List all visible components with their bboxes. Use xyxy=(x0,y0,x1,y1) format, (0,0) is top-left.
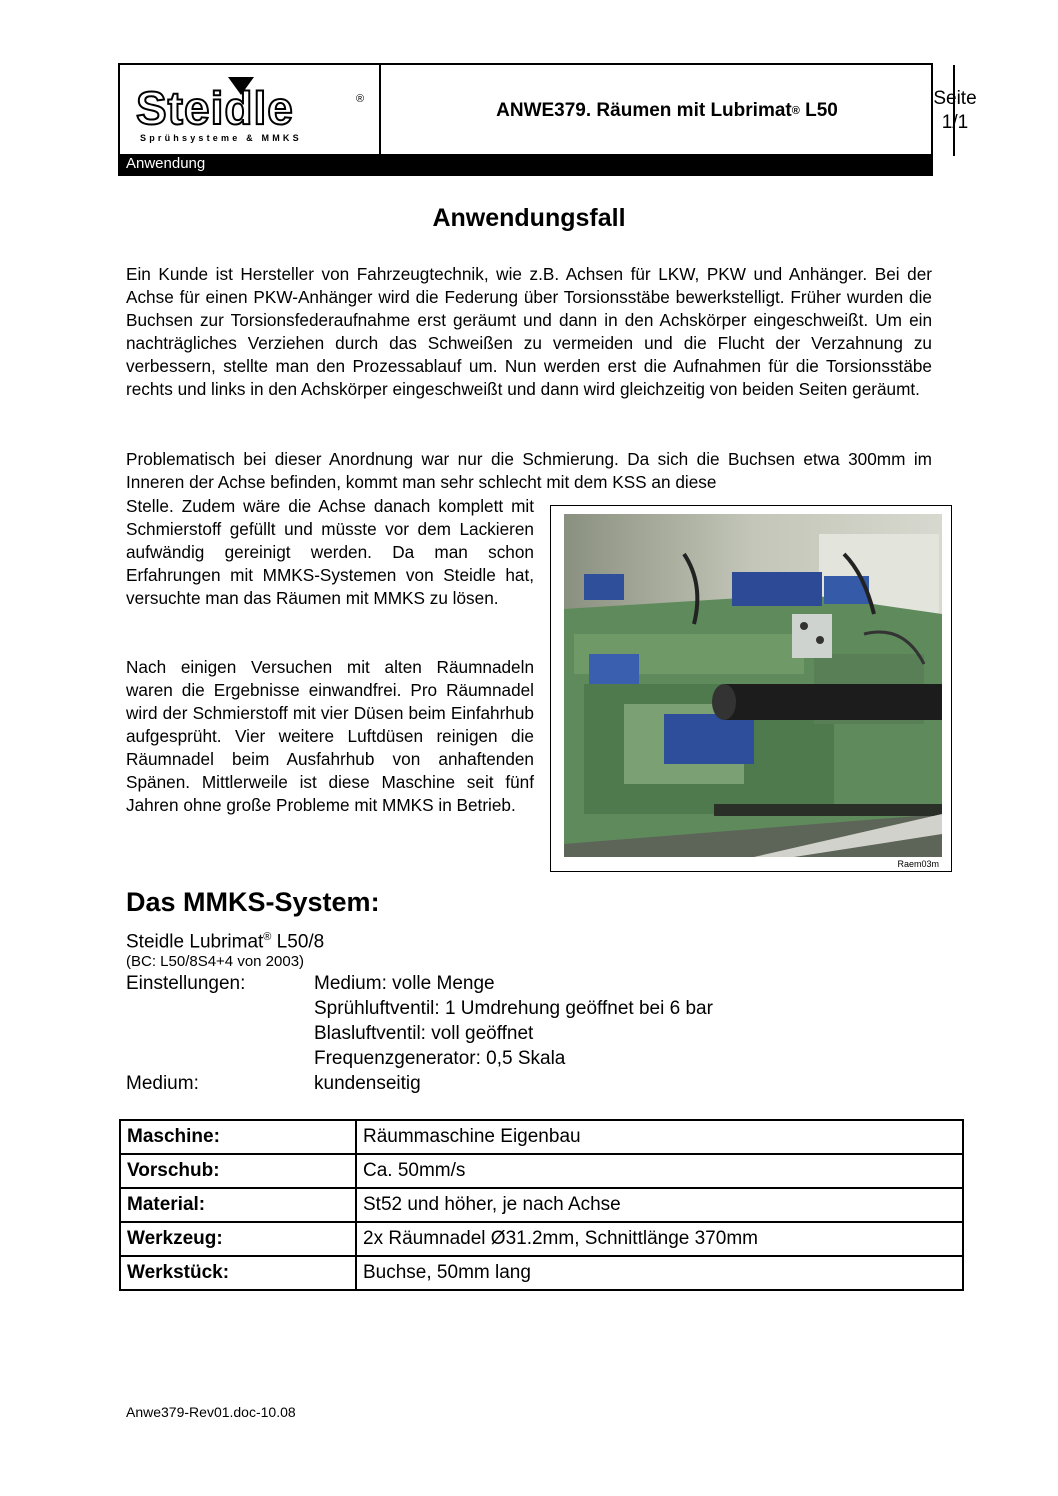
spec-table xyxy=(119,1119,964,1291)
spec-key: Werkstück: xyxy=(120,1256,356,1290)
logo-subtext: Sprühsysteme & MMKS xyxy=(140,133,302,143)
document-title xyxy=(381,65,955,156)
section-title: Das MMKS-System: xyxy=(126,887,380,917)
page-title: Anwendungsfall xyxy=(432,204,626,232)
table-row xyxy=(120,1188,963,1222)
table-row xyxy=(120,1256,963,1290)
title-text: ANWE379. Räumen mit Lubrimat xyxy=(496,99,792,121)
table-row xyxy=(120,1120,963,1154)
category-bar: Anwendung xyxy=(120,154,931,174)
bc-code: (BC: L50/8S4+4 von 2003) xyxy=(126,953,305,970)
spec-value: Ca. 50mm/s xyxy=(356,1154,963,1188)
product-suffix: L50/8 xyxy=(271,931,325,953)
title-suffix: L50 xyxy=(799,99,838,121)
settings-label: Einstellungen: xyxy=(126,973,246,994)
product-text: Steidle Lubrimat xyxy=(126,931,264,953)
table-row xyxy=(120,1154,963,1188)
setting-spray-air: Sprühluftventil: 1 Umdrehung geöffnet bei 6 bar xyxy=(314,998,713,1019)
paragraph-result: Nach einigen Versuchen mit alten Räumnadeln waren die Ergebnisse einwandfrei. Pro Räumnadel wird der Schmierstoff mit vier Düsen beim Einfahrhub aufgesprüht. Vier weitere Luftdüsen reinigen die Räumnadel beim Ausfahrhub von anhaftenden Spänen. Mittlerweile ist diese Maschine seit fünf Jahren ohne große Probleme mit MMKS in Betrieb. xyxy=(126,657,534,815)
medium-value: kundenseitig xyxy=(314,1073,421,1094)
table-row xyxy=(120,1222,963,1256)
machine-photo-frame xyxy=(550,505,952,872)
spec-value: Räummaschine Eigenbau xyxy=(356,1120,963,1154)
spec-value: Buchse, 50mm lang xyxy=(356,1256,963,1290)
spec-value: St52 und höher, je nach Achse xyxy=(356,1188,963,1222)
setting-blow-air: Blasluftventil: voll geöffnet xyxy=(314,1023,534,1044)
product-registered-mark: ® xyxy=(263,931,272,943)
logo-cell xyxy=(120,65,381,156)
spec-key: Werkzeug: xyxy=(120,1222,356,1256)
photo-caption: Raem03m xyxy=(897,859,939,869)
setting-medium: Medium: volle Menge xyxy=(314,973,495,994)
paragraph-intro: Ein Kunde ist Hersteller von Fahrzeugtechnik, wie z.B. Achsen für LKW, PKW und Anhänger. Bei der Achse für einen PKW-Anhänger wird die Federung über Torsionsstäbe bewerkstelligt. Früher wurden die Buchsen zur Torsionsfederaufnahme erst geräumt und dann in den Achskörper eingeschweißt. Um ein nachträgliches Verziehen durch das Schweißen zu vermeiden und die Flucht der Verzahnung zu verbessern, stellte man den Prozessablauf um. Nun werden erst die Aufnahmen für die Torsionsstäbe rechts und links in den Achskörper eingeschweißt und dann wird gleichzeitig von beiden Seiten geräumt. xyxy=(126,264,932,399)
spec-key: Material: xyxy=(120,1188,356,1222)
page-label: Seite xyxy=(933,87,977,109)
spec-key: Maschine: xyxy=(120,1120,356,1154)
paragraph-problem-wide: Problematisch bei dieser Anordnung war nur die Schmierung. Da sich die Buchsen etwa 300mm im Inneren der Achse befinden, kommt man sehr schlecht mit dem KSS an diese xyxy=(126,449,932,492)
page-number: 1/1 xyxy=(941,111,969,133)
machine-photo xyxy=(564,514,942,857)
spec-key: Vorschub: xyxy=(120,1154,356,1188)
logo: Steidle xyxy=(136,82,294,134)
footer-docref: Anwe379-Rev01.doc-10.08 xyxy=(126,1404,296,1420)
setting-frequency: Frequenzgenerator: 0,5 Skala xyxy=(314,1048,566,1069)
paragraph-problem-narrow: Stelle. Zudem wäre die Achse danach komplett mit Schmierstoff gefüllt und müsste vor dem Lackieren aufwändig gereinigt werden. Da man schon Erfahrungen mit MMKS-Systemen von Steidle hat, versuchte man das Räumen mit MMKS zu lösen. xyxy=(126,496,534,608)
medium-label: Medium: xyxy=(126,1073,199,1094)
logo-registered-mark: ® xyxy=(356,93,365,105)
document-header xyxy=(118,63,977,176)
spec-value: 2x Räumnadel Ø31.2mm, Schnittlänge 370mm xyxy=(356,1222,963,1256)
title-registered-mark: ® xyxy=(791,104,800,117)
